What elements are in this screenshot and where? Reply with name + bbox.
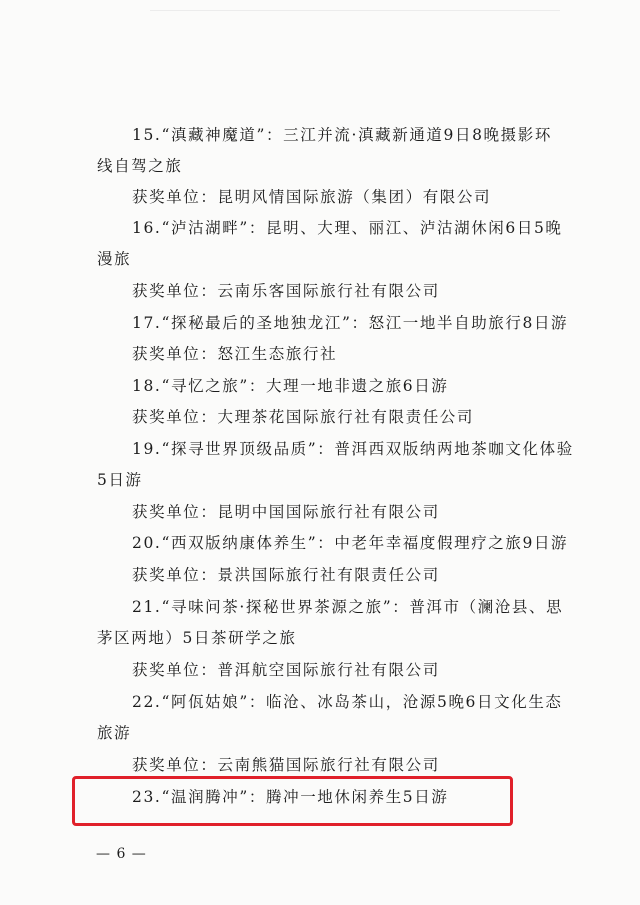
award-item-17-winner: 获奖单位：怒江生态旅行社 <box>132 345 338 363</box>
award-item-22-winner: 获奖单位：云南熊猫国际旅行社有限公司 <box>132 756 440 774</box>
award-item-15-winner: 获奖单位：昆明风情国际旅游（集团）有限公司 <box>132 188 492 206</box>
award-item-16-title: 16.“泸沽湖畔”：昆明、大理、丽江、泸沽湖休闲6日5晚 <box>132 219 563 237</box>
award-item-22-title-cont: 旅游 <box>97 724 132 742</box>
award-item-17-title: 17.“探秘最后的圣地独龙江”：怒江一地半自助旅行8日游 <box>132 314 569 332</box>
red-highlight-box <box>72 776 513 826</box>
award-item-16-title-cont: 漫旅 <box>97 250 132 268</box>
page-number: — 6 — <box>96 846 147 862</box>
award-item-15-title-cont: 线自驾之旅 <box>97 157 183 175</box>
award-item-18-title: 18.“寻忆之旅”：大理一地非遗之旅6日游 <box>132 377 449 395</box>
award-item-21-title-cont: 茅区两地）5日茶研学之旅 <box>97 629 297 647</box>
award-item-23-title: 23.“温润腾冲”：腾冲一地休闲养生5日游 <box>132 788 449 806</box>
award-item-15-title: 15.“滇藏神魔道”：三江并流·滇藏新通道9日8晚摄影环 <box>132 126 552 144</box>
award-item-19-winner: 获奖单位：昆明中国国际旅行社有限公司 <box>132 503 440 521</box>
award-item-21-winner: 获奖单位：普洱航空国际旅行社有限公司 <box>132 661 440 679</box>
award-item-16-winner: 获奖单位：云南乐客国际旅行社有限公司 <box>132 282 440 300</box>
award-item-20-title: 20.“西双版纳康体养生”：中老年幸福度假理疗之旅9日游 <box>132 534 569 552</box>
award-item-22-title: 22.“阿佤姑娘”：临沧、冰岛茶山，沧源5晚6日文化生态 <box>132 693 563 711</box>
award-item-21-title: 21.“寻味问茶·探秘世界茶源之旅”：普洱市（澜沧县、思 <box>132 598 564 616</box>
page-top-edge <box>150 10 560 11</box>
award-item-19-title-cont: 5日游 <box>97 471 143 489</box>
award-item-20-winner: 获奖单位：景洪国际旅行社有限责任公司 <box>132 566 440 584</box>
award-item-18-winner: 获奖单位：大理茶花国际旅行社有限责任公司 <box>132 408 475 426</box>
award-item-19-title: 19.“探寻世界顶级品质”：普洱西双版纳两地茶咖文化体验 <box>132 440 574 458</box>
